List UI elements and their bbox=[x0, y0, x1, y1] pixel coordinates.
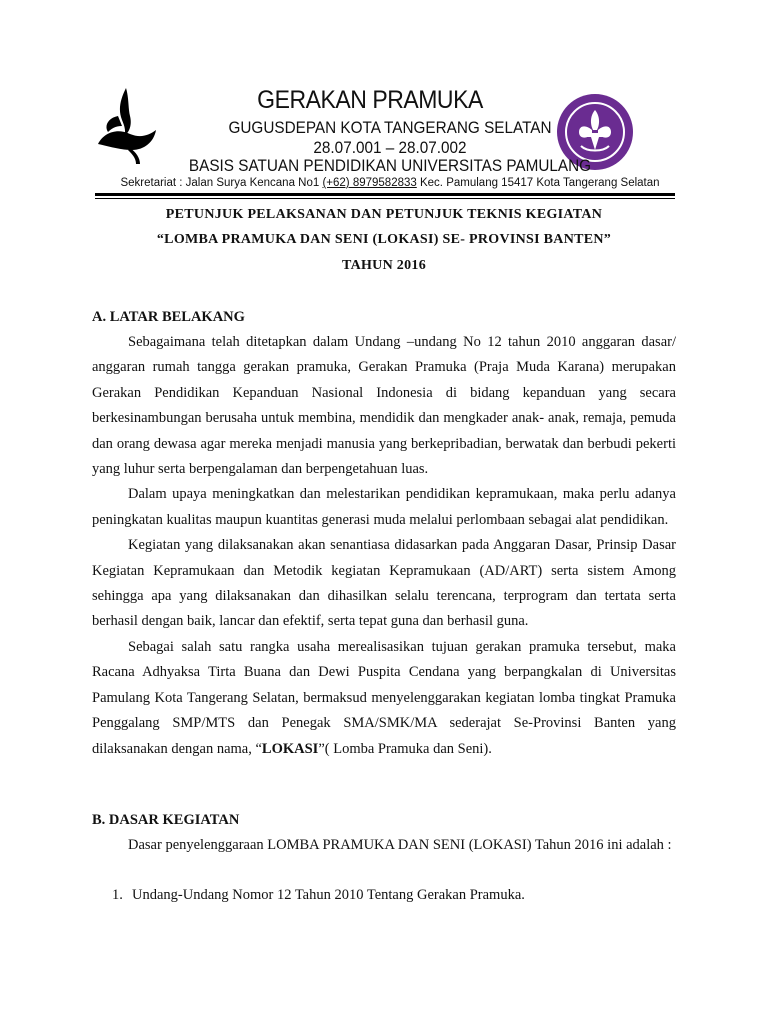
section-a-paragraph-3: Kegiatan yang dilaksanakan akan senantiasa didasarkan pada Anggaran Dasar, Prinsip Dasar Kegiatan Kepramukaan dan Metodik kegiatan Kepramukaan (AD/ART) serta sistem Among sehingga apa yang dilaksanakan dan dihasilkan selalu terencana, terprogram dan tertata serta berhasil dengan baik, lancar dan efektif, serta tepat guna dan berhasil guna. bbox=[92, 537, 676, 630]
event-name: LOKASI bbox=[261, 740, 319, 757]
section-a-paragraph-1: Sebagaimana telah ditetapkan dalam Undang –undang No 12 tahun 2010 anggaran dasar/ anggaran rumah tangga gerakan pramuka, Gerakan Pramuka (Praja Muda Karana) merupakan Gerakan Pendidikan Kepanduan Nasional Indonesia di bidang kepanduan yang secara berkesinambungan berusaha untuk membina, mendidik dan mengkader anak- anak, remaja, pemuda dan orang dewasa agar mereka menjadi manusia yang berkepribadian, berwatak dan berbudi pekerti yang luhur serta berpengalaman dan berpengetahuan luas. bbox=[92, 334, 676, 478]
letterhead-divider-thick bbox=[95, 193, 675, 196]
letterhead-divider-thin bbox=[95, 198, 675, 199]
document-title-line2: “LOMBA PRAMUKA DAN SENI (LOKASI) SE- PROVINSI BANTEN” bbox=[156, 232, 612, 247]
list-item: 1. Undang-Undang Nomor 12 Tahun 2010 Tentang Gerakan Pramuka. bbox=[112, 887, 525, 903]
document-title-line1: PETUNJUK PELAKSANAN DAN PETUNJUK TEKNIS KEGIATAN bbox=[165, 207, 603, 222]
section-b-body bbox=[92, 833, 676, 858]
phone-number: (+62) 8979582833 bbox=[322, 177, 417, 189]
secretariat-address: Sekretariat : Jalan Surya Kencana No1 (+62) 8979582833 Kec. Pamulang 15417 Kota Tangerang Selatan bbox=[120, 177, 660, 189]
organization-base: BASIS SATUAN PENDIDIKAN UNIVERSITAS PAMULANG bbox=[188, 156, 592, 175]
section-b-paragraph-1: Dasar penyelenggaraan LOMBA PRAMUKA DAN SENI (LOKASI) Tahun 2016 ini adalah : bbox=[128, 837, 672, 853]
section-a-paragraph-4: Sebagai salah satu rangka usaha merealisasikan tujuan gerakan pramuka tersebut, maka Racana Adhyaksa Tirta Buana dan Dewi Puspita Cendana yang berpangkalan di Universitas Pamulang Kota Tangerang Selatan, bermaksud menyelenggarakan kegiatan lomba tingkat Pramuka Penggalang SMP/MTS dan Penegak SMA/SMK/MA sederajat Se-Provinsi Banten yang dilaksanakan dengan nama, “LOKASI”( Lomba Pramuka dan Seni). bbox=[92, 638, 676, 757]
document-title-year: TAHUN 2016 bbox=[341, 258, 427, 273]
organization-code: 28.07.001 – 28.07.002 bbox=[313, 138, 467, 157]
tunas-kelapa-icon bbox=[96, 86, 162, 164]
organization-title: GERAKAN PRAMUKA bbox=[257, 86, 483, 114]
section-a-heading: A. LATAR BELAKANG bbox=[92, 309, 245, 325]
section-a-body bbox=[92, 330, 676, 762]
section-b-heading: B. DASAR KEGIATAN bbox=[92, 812, 240, 828]
section-a-paragraph-2: Dalam upaya meningkatkan dan melestarikan pendidikan kepramukaan, maka perlu adanya peningkatan kualitas maupun kuantitas generasi muda melalui perlombaan sebagai alat pendidikan. bbox=[92, 486, 676, 528]
organization-subtitle: GUGUSDEPAN KOTA TANGERANG SELATAN bbox=[228, 118, 552, 137]
